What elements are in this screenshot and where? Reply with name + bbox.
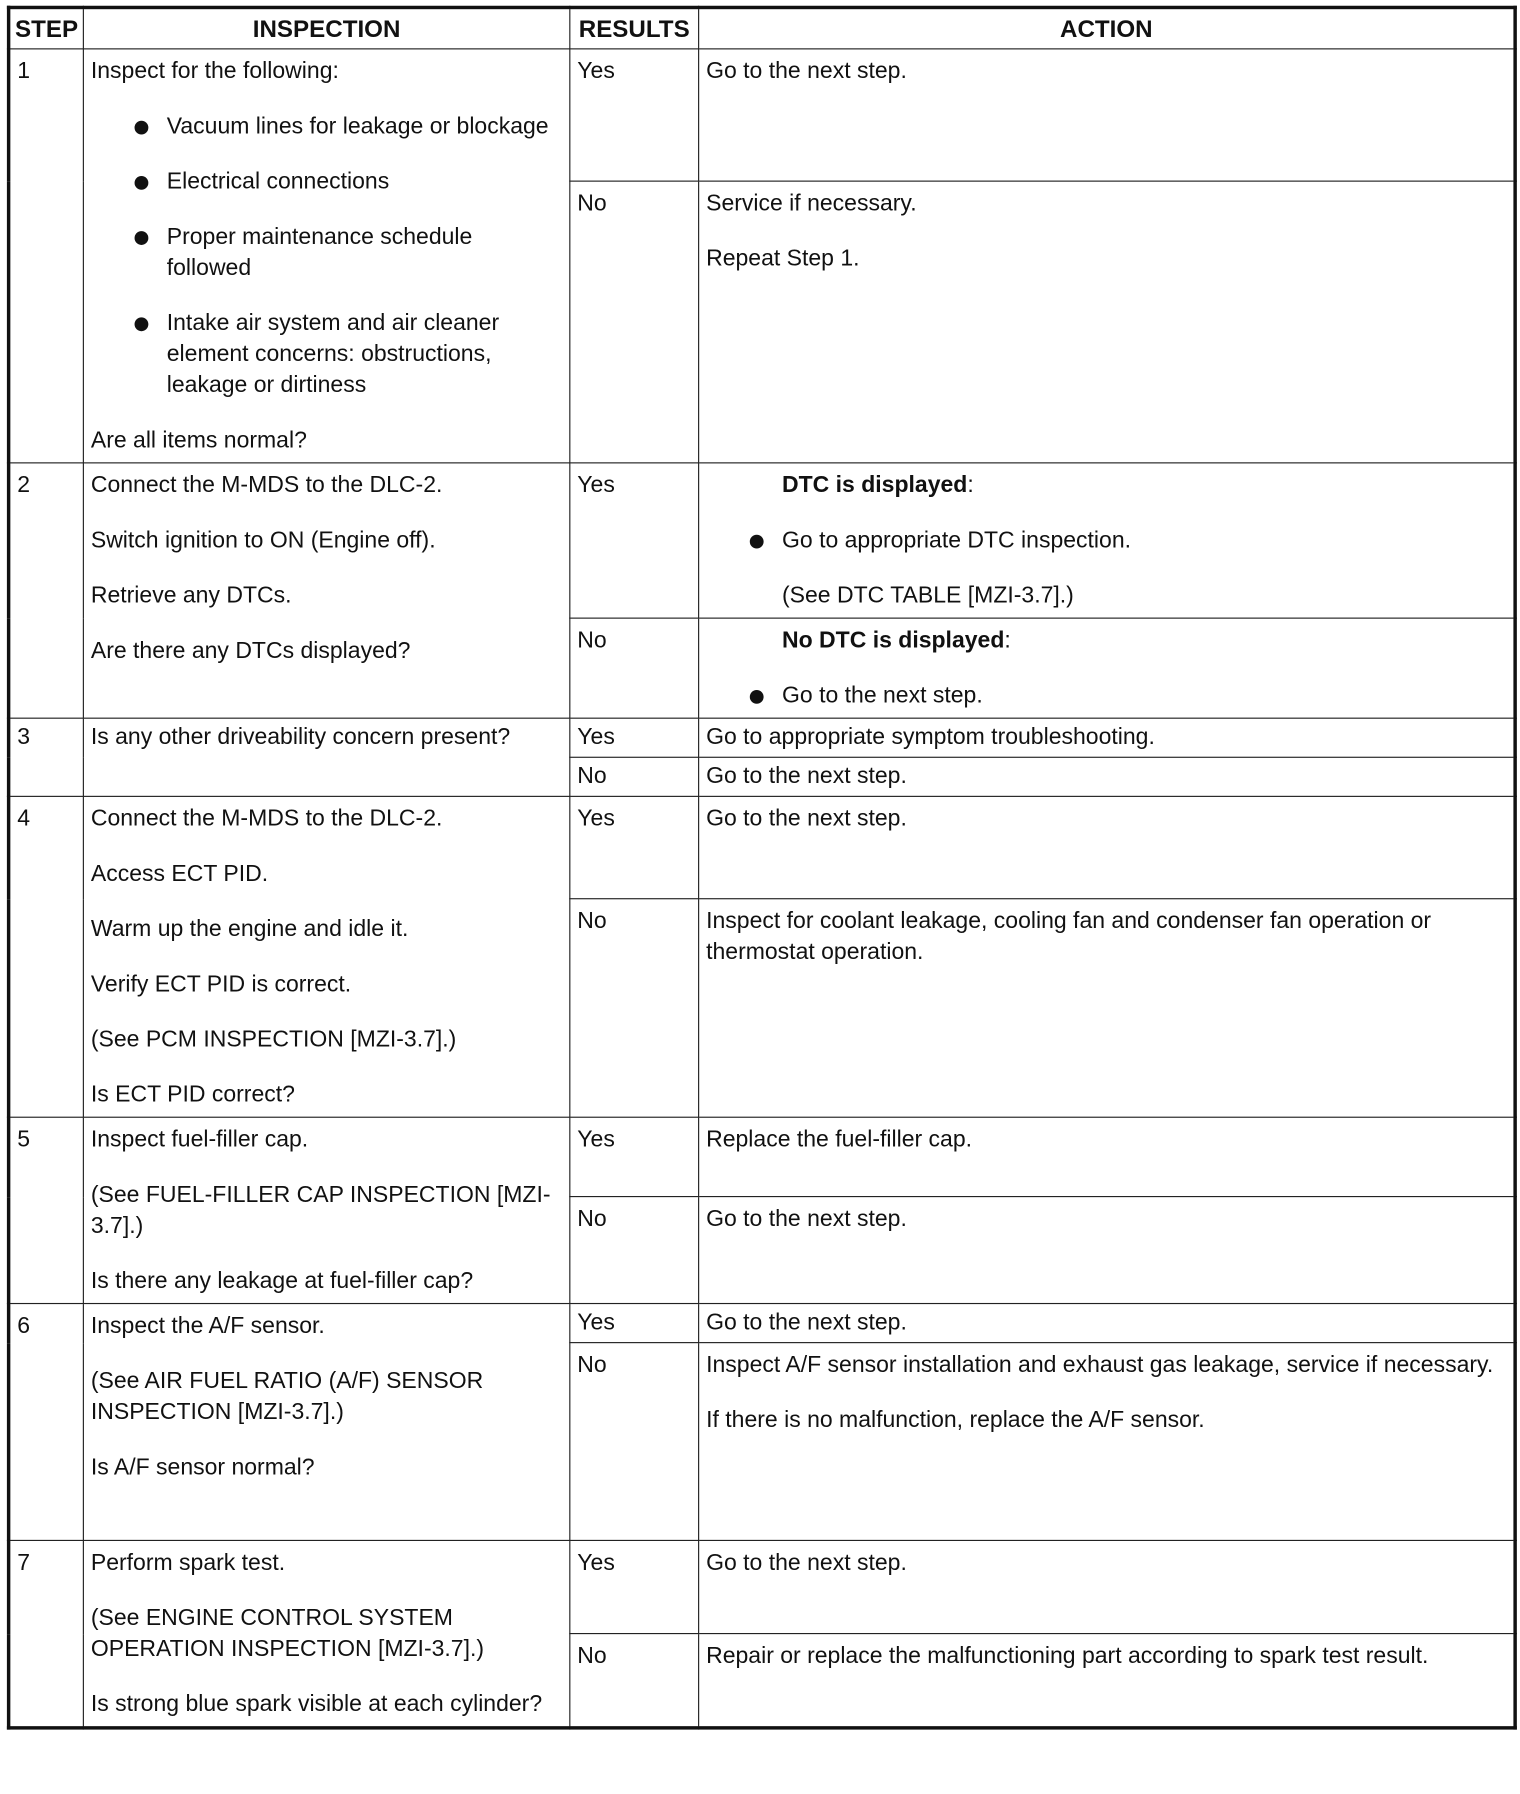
action-yes xyxy=(699,796,1516,898)
diagnostic-table xyxy=(7,6,1517,1730)
inspection-reference: (See AIR FUEL RATIO (A/F) SENSOR INSPECTION [MZI-3.7].) xyxy=(90,1368,484,1425)
inspection-text: Verify ECT PID is correct. xyxy=(90,971,352,998)
action-text: Service if necessary. xyxy=(706,190,917,217)
action-reference: (See DTC TABLE [MZI-3.7].) xyxy=(782,583,1074,609)
result-yes: Yes xyxy=(570,463,699,618)
header-inspection: INSPECTION xyxy=(83,7,569,48)
action-no xyxy=(699,899,1516,1118)
result-no: No xyxy=(570,1634,699,1728)
action-no xyxy=(699,757,1516,796)
result-no: No xyxy=(570,899,699,1118)
inspection-text: Retrieve any DTCs. xyxy=(90,583,292,609)
action-yes xyxy=(699,1117,1516,1196)
inspection-cell xyxy=(83,49,569,463)
inspection-text: Warm up the engine and idle it. xyxy=(90,916,409,942)
inspection-question: Is any other driveability concern present? xyxy=(90,724,511,750)
list-item-text: Intake air system and air cleaner element concerns: obstructions, leakage or dirtiness xyxy=(166,310,500,398)
action-yes xyxy=(699,49,1516,181)
action-heading-text: DTC is displayed xyxy=(782,472,968,498)
action-text: Go to appropriate symptom troubleshooting. xyxy=(706,724,1155,750)
step-number: 2 xyxy=(9,463,84,718)
inspection-cell xyxy=(83,796,569,1117)
result-no: No xyxy=(570,181,699,463)
action-yes xyxy=(699,463,1516,618)
bullet-icon xyxy=(135,176,149,190)
result-yes: Yes xyxy=(570,49,699,181)
inspection-text: Perform spark test. xyxy=(90,1550,286,1576)
step-number: 3 xyxy=(9,718,84,796)
list-item xyxy=(91,112,562,143)
action-text: Go to the next step. xyxy=(706,1550,907,1576)
action-text: Go to the next step. xyxy=(706,1206,907,1232)
action-yes xyxy=(699,1540,1516,1633)
action-heading-colon: : xyxy=(1004,627,1011,654)
inspection-reference: (See PCM INSPECTION [MZI-3.7].) xyxy=(90,1026,457,1053)
inspection-text: Access ECT PID. xyxy=(90,861,269,887)
result-no: No xyxy=(570,757,699,796)
list-item-text: Go to appropriate DTC inspection. xyxy=(782,527,1132,554)
bullet-icon xyxy=(750,535,764,549)
inspection-text: Connect the M-MDS to the DLC-2. xyxy=(90,806,443,832)
inspection-question: Are all items normal? xyxy=(90,427,307,454)
bullet-icon xyxy=(135,317,149,331)
table-row xyxy=(9,718,1516,757)
result-yes: Yes xyxy=(570,1540,699,1633)
result-yes: Yes xyxy=(570,1117,699,1196)
action-yes xyxy=(699,1304,1516,1343)
inspection-question: Is ECT PID correct? xyxy=(90,1082,295,1108)
action-text: Go to the next step. xyxy=(706,806,907,832)
inspection-text: Inspect fuel-filler cap. xyxy=(90,1127,309,1153)
inspection-cell xyxy=(83,1540,569,1727)
inspection-text: Inspect the A/F sensor. xyxy=(90,1313,325,1339)
table-row xyxy=(9,1117,1516,1196)
table-row xyxy=(9,463,1516,618)
inspection-question: Is strong blue spark visible at each cylinder? xyxy=(90,1691,543,1717)
inspection-reference: (See ENGINE CONTROL SYSTEM OPERATION INSPECTION [MZI-3.7].) xyxy=(90,1605,485,1662)
bullet-list xyxy=(91,112,562,402)
inspection-text: Connect the M-MDS to the DLC-2. xyxy=(90,472,443,498)
action-no xyxy=(699,1197,1516,1304)
list-item-text: Electrical connections xyxy=(166,169,390,195)
result-no: No xyxy=(570,618,699,718)
action-text: Go to the next step. xyxy=(706,763,907,789)
inspection-cell xyxy=(83,1304,569,1541)
result-no: No xyxy=(570,1343,699,1541)
list-item xyxy=(91,308,562,401)
bullet-icon xyxy=(135,231,149,245)
inspection-question: Is A/F sensor normal? xyxy=(90,1454,315,1481)
inspection-text: Inspect for the following: xyxy=(90,58,339,84)
step-number: 6 xyxy=(9,1304,84,1541)
result-yes: Yes xyxy=(570,718,699,757)
step-number: 5 xyxy=(9,1117,84,1303)
header-results: RESULTS xyxy=(570,7,699,48)
inspection-question: Are there any DTCs displayed? xyxy=(90,638,411,664)
inspection-reference: (See FUEL-FILLER CAP INSPECTION [MZI-3.7].) xyxy=(90,1182,551,1239)
list-item xyxy=(706,681,1506,712)
list-item xyxy=(706,526,1506,557)
table-row xyxy=(9,49,1516,181)
result-yes: Yes xyxy=(570,796,699,898)
result-no: No xyxy=(570,1197,699,1304)
result-yes: Yes xyxy=(570,1304,699,1343)
table-row xyxy=(9,796,1516,898)
action-heading xyxy=(706,470,1506,501)
header-row xyxy=(9,7,1516,48)
step-number: 7 xyxy=(9,1540,84,1727)
inspection-cell xyxy=(83,463,569,718)
bullet-icon xyxy=(135,121,149,135)
inspection-cell xyxy=(83,718,569,796)
action-heading xyxy=(706,626,1506,657)
list-item xyxy=(91,222,562,284)
action-text: Replace the fuel-filler cap. xyxy=(706,1127,973,1153)
step-number: 4 xyxy=(9,796,84,1117)
action-no xyxy=(699,181,1516,463)
action-no xyxy=(699,1634,1516,1728)
action-no xyxy=(699,618,1516,718)
action-text: Go to the next step. xyxy=(706,58,907,84)
header-action: ACTION xyxy=(699,7,1516,48)
action-no xyxy=(699,1343,1516,1541)
bullet-icon xyxy=(750,690,764,704)
action-heading-colon: : xyxy=(967,472,974,498)
action-yes xyxy=(699,718,1516,757)
header-step: STEP xyxy=(9,7,84,48)
action-text: If there is no malfunction, replace the A/F sensor. xyxy=(706,1407,1205,1433)
action-text: Inspect A/F sensor installation and exhaust gas leakage, service if necessary. xyxy=(706,1352,1494,1378)
action-heading-text: No DTC is displayed xyxy=(782,627,1005,654)
action-text: Repair or replace the malfunctioning part according to spark test result. xyxy=(706,1643,1429,1669)
list-item-text: Go to the next step. xyxy=(782,683,983,709)
list-item-text: Vacuum lines for leakage or blockage xyxy=(166,113,549,140)
action-text: Go to the next step. xyxy=(706,1309,907,1336)
inspection-cell xyxy=(83,1117,569,1303)
inspection-text: Switch ignition to ON (Engine off). xyxy=(90,527,436,554)
list-item-text: Proper maintenance schedule followed xyxy=(166,224,473,281)
action-text: Repeat Step 1. xyxy=(706,246,860,272)
step-number: 1 xyxy=(9,49,84,463)
table-row xyxy=(9,1304,1516,1343)
table-row xyxy=(9,1540,1516,1633)
inspection-question: Is there any leakage at fuel-filler cap? xyxy=(90,1268,474,1294)
action-text: Inspect for coolant leakage, cooling fan and condenser fan operation or thermostat operation. xyxy=(706,908,1432,965)
list-item xyxy=(91,167,562,198)
